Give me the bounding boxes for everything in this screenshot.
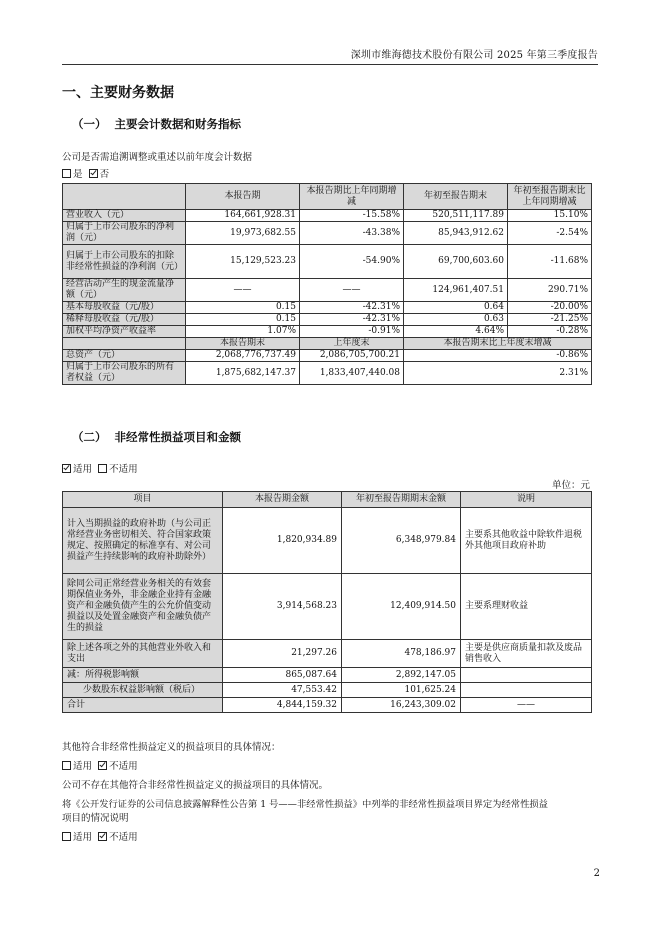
row-label: 归属于上市公司股东的所有者权益（元） [63,362,186,385]
value-cell: 12,409,914.50 [342,574,461,640]
value-cell: -15.58% [300,210,404,222]
note-cell: 主要系其他收益中除软件退税外其他项目政府补助 [461,508,592,574]
header-cell: 说明 [461,492,592,508]
row-label: 稀释每股收益（元/股） [63,314,186,326]
value-cell: 21,297.26 [223,640,342,668]
note-cell [461,683,592,698]
table-row [63,222,592,245]
value-cell: 1,820,934.89 [223,508,342,574]
value-cell: 4,844,159.32 [223,698,342,713]
table-header-row [63,492,592,508]
row-label: 营业收入（元） [63,210,186,222]
row-label: 总资产（元） [63,350,186,362]
row-label: 除上述各项之外的其他营业外收入和支出 [63,640,223,668]
value-cell: 520,511,117.89 [404,210,508,222]
value-cell: 69,700,603.60 [404,245,508,279]
value-cell: 164,661,928.31 [186,210,300,222]
report-header-title: 深圳市维海德技术股份有限公司 2025 年第三季度报告 [350,50,598,61]
table-row [63,245,592,279]
checkbox-yes[interactable] [62,169,71,178]
table-row [63,302,592,314]
header-cell: 本报告期末比上年度末增减 [404,338,592,350]
value-cell: -42.31% [300,314,404,326]
value-cell: —— [300,279,404,302]
row-label: 少数股东权益影响额（税后） [63,683,223,698]
restatement-question: 公司是否需追溯调整或重述以前年度会计数据 [62,152,253,163]
value-cell: 15,129,523.23 [186,245,300,279]
header-cell: 本报告期末 [186,338,300,350]
note-cell: 主要是供应商质量扣款及废品销售收入 [461,640,592,668]
option-not-apply-label: 不适用 [109,832,138,843]
row-label: 除同公司正常经营业务相关的有效套期保值业务外，非金融企业持有金融资产和金融负债产生的公允价值变动损益以及处置金融资产和金融负债产生的损益 [63,574,223,640]
value-cell: 16,243,309.02 [342,698,461,713]
value-cell: 2,068,776,737.49 [186,350,300,362]
value-cell: -0.91% [300,326,404,338]
other-items-title: 其他符合非经常性损益定义的损益项目的具体情况： [62,742,281,753]
value-cell: 0.64 [404,302,508,314]
row-label: 归属于上市公司股东的净利润（元） [63,222,186,245]
value-cell: 1,875,682,147.37 [186,362,300,385]
header-cell [63,338,186,350]
value-cell: -0.28% [508,326,592,338]
table-row [63,279,592,302]
checkbox-not-apply[interactable] [98,464,107,473]
header-cell: 本报告期 [186,184,300,210]
value-cell: 47,553.42 [223,683,342,698]
value-cell: 15.10% [508,210,592,222]
value-cell: -21.25% [508,314,592,326]
value-cell: -2.54% [508,222,592,245]
applicability-options [62,461,138,475]
table-row [63,640,592,668]
value-cell: 6,348,979.84 [342,508,461,574]
value-cell: -54.90% [300,245,404,279]
note-cell [461,668,592,683]
page-number: 2 [593,868,600,879]
row-label: 归属于上市公司股东的扣除非经常性损益的净利润（元） [63,245,186,279]
value-cell: 2,086,705,700.21 [300,350,404,362]
row-label: 减：所得税影响额 [63,668,223,683]
value-cell: 1.07% [186,326,300,338]
key-financial-data-table [62,183,592,385]
option-apply-label: 适用 [73,464,93,475]
table-header-row [63,184,592,210]
table-row [63,326,592,338]
header-cell [63,184,186,210]
table-row [63,508,592,574]
value-cell: 1,833,407,440.08 [300,362,404,385]
subsection-title-accounting-data: （一） 主要会计数据和财务指标 [72,117,242,131]
option-apply-label: 适用 [73,761,93,772]
restatement-options [62,166,109,180]
row-label: 基本每股收益（元/股） [63,302,186,314]
other-items-options [62,758,138,772]
option-apply-label: 适用 [73,832,93,843]
checkbox-not-apply-checked[interactable] [98,761,107,770]
header-cell: 本报告期金额 [223,492,342,508]
header-cell: 年初至报告期期末金额 [342,492,461,508]
table-row [63,698,592,713]
table-row [63,210,592,222]
value-cell: 2.31% [404,362,592,385]
checkbox-no-checked[interactable] [89,169,98,178]
row-label: 计入当期损益的政府补助（与公司正常经营业务密切相关、符合国家政策规定、按照确定的标准享有、对公司损益产生持续影响的政府补助除外） [63,508,223,574]
reclass-text-line1: 将《公开发行证券的公司信息披露解释性公告第 1 号——非经常性损益》中列举的非经常性损益项目界定为经常性损益 [62,799,548,810]
checkbox-apply[interactable] [62,832,71,841]
unit-label: 单位：元 [551,480,590,491]
header-cell: 本报告期比上年同期增减 [300,184,404,210]
table-row [63,314,592,326]
value-cell: 290.71% [508,279,592,302]
value-cell: -0.86% [404,350,592,362]
reclass-text-line2: 项目的情况说明 [62,813,129,824]
value-cell: 4.64% [404,326,508,338]
table-row [63,668,592,683]
subsection-title-non-recurring: （二） 非经常性损益项目和金额 [72,430,242,444]
row-label: 经营活动产生的现金流量净额（元） [63,279,186,302]
option-yes-label: 是 [73,169,83,180]
table-row [63,350,592,362]
section-title-financial-data: 一、主要财务数据 [62,85,174,101]
value-cell: 3,914,568.23 [223,574,342,640]
table-subheader-row [63,338,592,350]
value-cell: 0.63 [404,314,508,326]
value-cell: 19,973,682.55 [186,222,300,245]
table-row [63,683,592,698]
row-label: 合计 [63,698,223,713]
row-label: 加权平均净资产收益率 [63,326,186,338]
header-cell: 年初至报告期末 [404,184,508,210]
value-cell: 101,625.24 [342,683,461,698]
value-cell: —— [186,279,300,302]
header-cell: 年初至报告期末比上年同期增减 [508,184,592,210]
note-cell: —— [461,698,592,713]
value-cell: 85,943,912.62 [404,222,508,245]
table-row [63,362,592,385]
value-cell: -20.00% [508,302,592,314]
checkbox-apply-checked[interactable] [62,464,71,473]
value-cell: 478,186.97 [342,640,461,668]
option-not-apply-label: 不适用 [109,761,138,772]
value-cell: -11.68% [508,245,592,279]
checkbox-not-apply-checked[interactable] [98,832,107,841]
option-no-label: 否 [99,169,110,180]
value-cell: -43.38% [300,222,404,245]
value-cell: -42.31% [300,302,404,314]
value-cell: 0.15 [186,314,300,326]
value-cell: 865,087.64 [223,668,342,683]
header-divider [62,64,598,65]
note-cell: 主要系理财收益 [461,574,592,640]
value-cell: 2,892,147.05 [342,668,461,683]
checkbox-apply[interactable] [62,761,71,770]
value-cell: 0.15 [186,302,300,314]
table-row [63,574,592,640]
header-cell: 上年度末 [300,338,404,350]
non-recurring-items-table [62,491,592,713]
value-cell: 124,961,407.51 [404,279,508,302]
header-cell: 项目 [63,492,223,508]
reclass-options [62,829,138,843]
option-not-apply-label: 不适用 [109,464,138,475]
other-items-text: 公司不存在其他符合非经常性损益定义的损益项目的具体情况。 [62,780,329,791]
